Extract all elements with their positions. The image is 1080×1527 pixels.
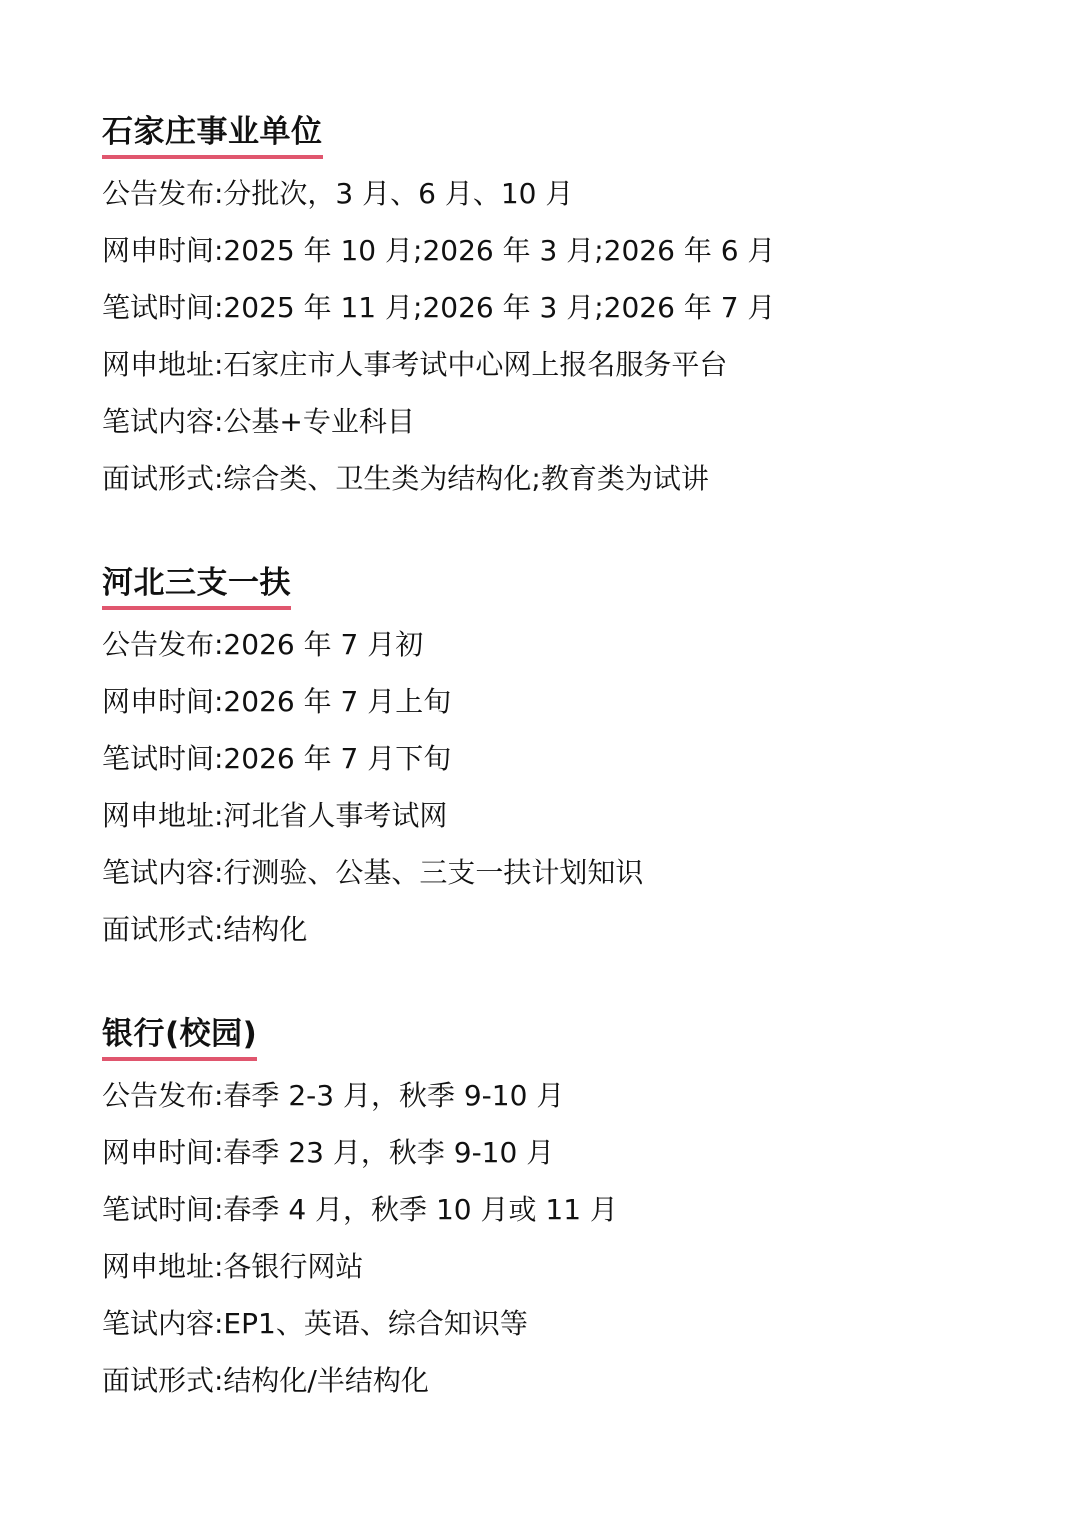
interview-format-line: 面试形式:结构化 (102, 913, 308, 946)
announcement-line: 公告发布:分批次，3 月、6 月、10 月 (102, 177, 574, 210)
section-title: 河北三支一扶 (102, 561, 291, 610)
document-page (102, 110, 1042, 1463)
interview-format-line: 面试形式:综合类、卫生类为结构化;教育类为试讲 (102, 462, 709, 495)
online-application-time-line: 网申时间:2025 年 10 月;2026 年 3 月;2026 年 6 月 (102, 234, 776, 267)
online-application-time-line: 网申时间:2026 年 7 月上旬 (102, 685, 452, 718)
section-bank-campus (102, 1012, 1042, 1409)
announcement-line: 公告发布:2026 年 7 月初 (102, 628, 424, 661)
section-hebei-three-supports-one-aid (102, 561, 1042, 958)
written-exam-content-line: 笔试内容:行测验、公基、三支一扶计划知识 (102, 856, 644, 889)
section-title: 银行(校园) (102, 1012, 257, 1061)
announcement-line: 公告发布:春季 2-3 月，秋季 9-10 月 (102, 1079, 565, 1112)
written-exam-time-line: 笔试时间:春季 4 月，秋季 10 月或 11 月 (102, 1193, 618, 1226)
written-exam-content-line: 笔试内容:公基+专业科目 (102, 405, 415, 438)
online-application-time-line: 网申时间:春季 23 月，秋李 9-10 月 (102, 1136, 555, 1169)
application-site-line: 网申地址:河北省人事考试网 (102, 799, 448, 832)
application-site-line: 网申地址:各银行网站 (102, 1250, 364, 1283)
application-site-line: 网申地址:石家庄市人事考试中心网上报名服务平台 (102, 348, 728, 381)
written-exam-time-line: 笔试时间:2025 年 11 月;2026 年 3 月;2026 年 7 月 (102, 291, 776, 324)
section-shijiazhuang-public-institution (102, 110, 1042, 507)
interview-format-line: 面试形式:结构化/半结构化 (102, 1364, 429, 1397)
written-exam-time-line: 笔试时间:2026 年 7 月下旬 (102, 742, 452, 775)
section-title: 石家庄事业单位 (102, 110, 323, 159)
written-exam-content-line: 笔试内容:EP1、英语、综合知识等 (102, 1307, 528, 1340)
